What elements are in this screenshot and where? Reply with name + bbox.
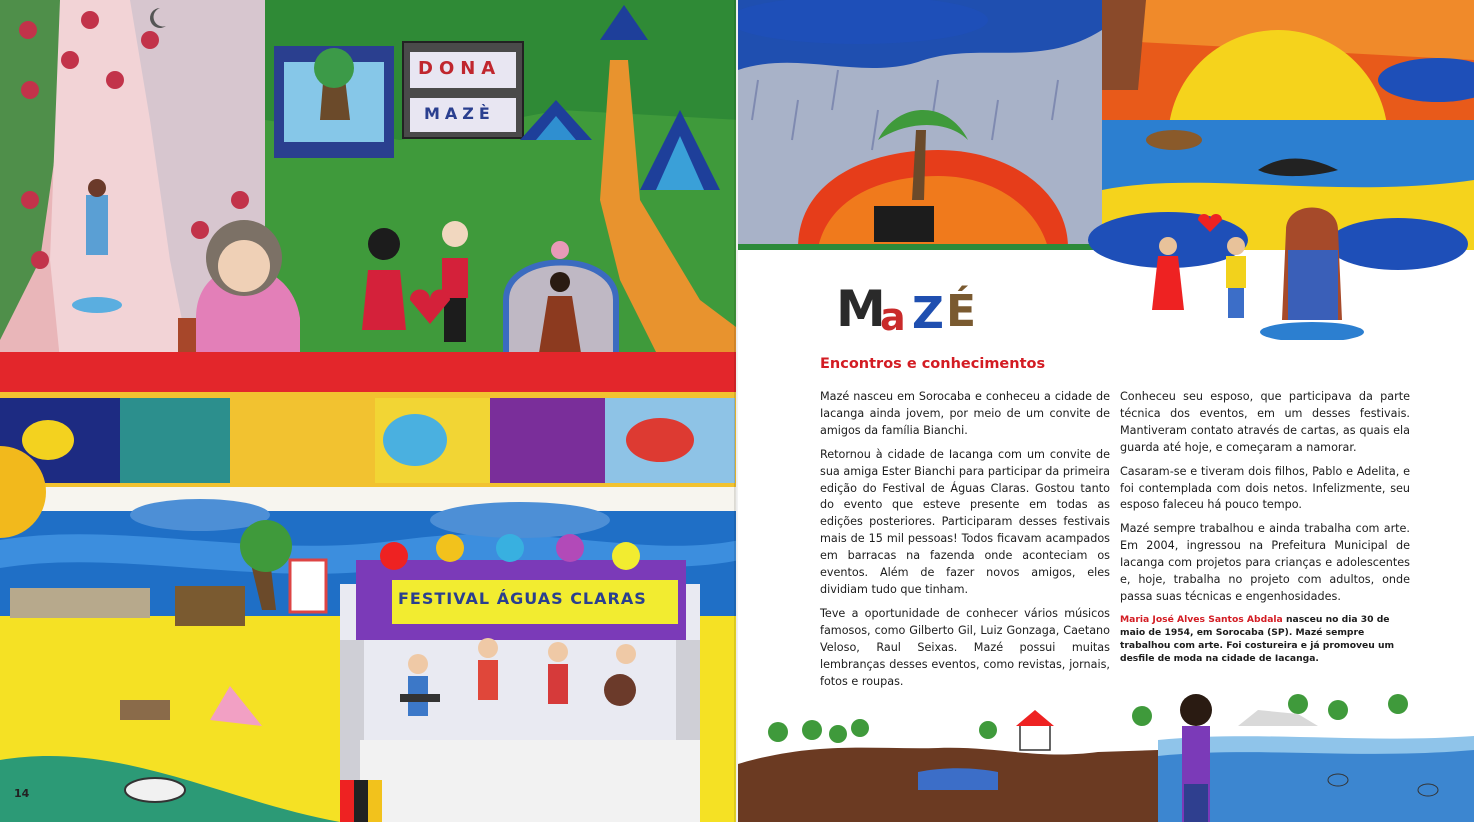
svg-text:a: a <box>880 295 906 334</box>
paragraph: Casaram-se e tiveram dois filhos, Pablo e Adelita, e foi contemplada com dois netos. Infelizmente, seu esposo faleceu há pouco tempo. <box>1120 464 1410 512</box>
bottom-drawing <box>738 680 1474 822</box>
svg-text:M: M <box>836 280 886 334</box>
festival-banner-text: FESTIVAL ÁGUAS CLARAS <box>398 589 647 608</box>
right-page <box>738 0 1474 822</box>
svg-text:Z: Z <box>912 288 944 334</box>
author-bio-text: nasceu no dia 30 de maio de 1954, em Sorocaba (SP). Mazé sempre trabalhou com arte. Foi costureira e já promoveu um desfile de moda na cidade de Iacanga. <box>1120 613 1395 664</box>
section-heading: Encontros e conhecimentos <box>820 356 1046 372</box>
paragraph: Mazé nasceu em Sorocaba e conheceu a cidade de Iacanga ainda jovem, por meio de um convite de amigos da família Bianchi. <box>820 390 1110 437</box>
text-column-left <box>820 389 1110 697</box>
festival-drawing <box>0 0 736 822</box>
author-bio-note <box>1120 613 1410 665</box>
paragraph: Mazé sempre trabalhou e ainda trabalha com arte. Em 2004, ingressou na Prefeitura Municipal de Iacanga com projetos para crianças e adolescentes e, hoje, trabalha no projeto com adultos, onde passa suas técnicas e engenhosidades. <box>1120 522 1410 603</box>
author-name: Maria José Alves Santos Abdala <box>1120 613 1283 625</box>
svg-text:É: É <box>946 286 977 334</box>
sign-text-maze: MAZÈ <box>424 104 495 123</box>
sign-text-dona: DONA <box>418 58 502 79</box>
paragraph: Retornou à cidade de Iacanga com um convite de sua amiga Ester Bianchi para participar da primeira edição do Festival de Águas Claras. Gostou tanto do evento que esteve presente em todas as edições posteriores. Participaram desses festivais mais de 15 mil pessoas! Todos ficavam acampados em barracas na fazenda onde aconteciam os eventos. Além de fazer novos amigos, eles dividiam tudo que tinham. <box>820 447 1110 596</box>
left-page-illustration <box>0 0 736 822</box>
paragraph: Teve a oportunidade de conhecer vários músicos famosos, como Gilberto Gil, Luiz Gonzaga, Caetano Veloso, Raul Seixas. Mazé possui muitas lembranças desses eventos, como revistas, jornais, fotos e roupas. <box>820 606 1110 688</box>
title-letters-art <box>836 278 996 334</box>
text-column-right <box>1120 389 1410 665</box>
paragraph: Conheceu seu esposo, que participava da parte técnica dos eventos, em um desses festivais. Mantiveram contato através de cartas, as quais ela guarda até hoje, e começaram a namorar. <box>1120 390 1410 454</box>
page-number-left: 14 <box>14 787 30 800</box>
